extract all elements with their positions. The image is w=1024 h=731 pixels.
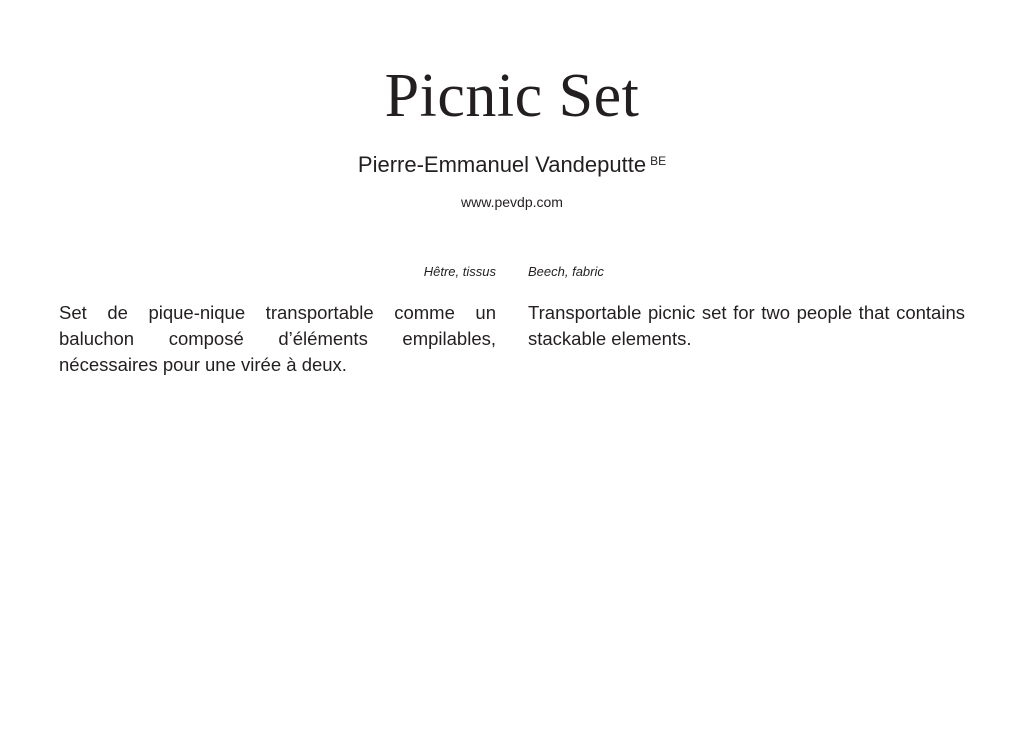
designer-website: www.pevdp.com	[461, 194, 563, 210]
materials-english: Beech, fabric	[528, 264, 604, 279]
page-title: Picnic Set	[384, 62, 640, 130]
materials-french: Hêtre, tissus	[423, 264, 496, 279]
designer-country: BE	[650, 154, 667, 168]
description-english: Transportable picnic set for two people that contains stackable elements.	[528, 302, 965, 349]
description-french: Set de pique-nique transportable comme un baluchon composé d’éléments empilables, nécessaires pour une virée à deux.	[59, 302, 496, 375]
designer-line	[0, 150, 1024, 180]
designer-name: Pierre-Emmanuel Vandeputte	[357, 152, 647, 177]
